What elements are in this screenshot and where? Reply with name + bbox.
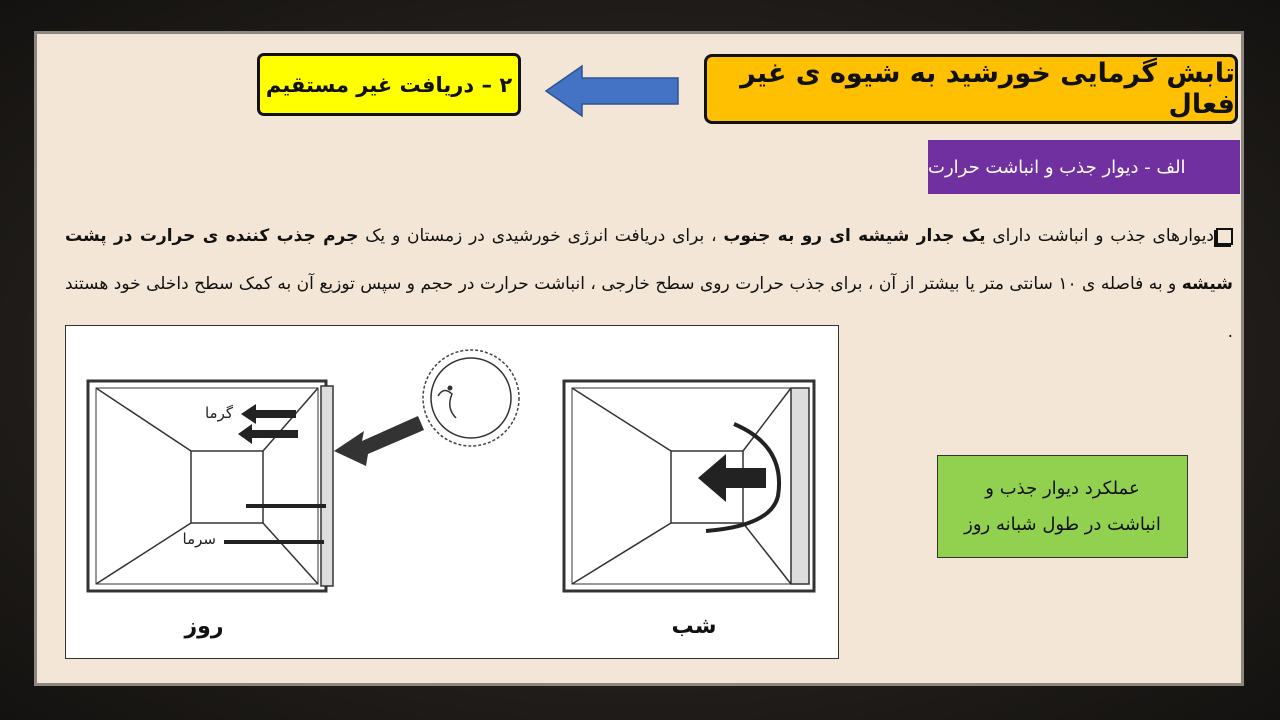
paragraph-part-1: دیوارهای جذب و انباشت دارای [985,226,1214,246]
sun-ray-arrow-icon [334,416,424,466]
day-cold-label: سرما [182,530,216,548]
night-label: شب [671,614,717,639]
main-title [704,54,1238,124]
sub-title-text: ۲ – دریافت غیر مستقیم [265,72,513,97]
left-arrow-icon [542,62,682,120]
caption-box [937,455,1188,558]
sun-icon [423,350,519,446]
sub-title [257,53,521,116]
caption-line-1: عملکرد دیوار جذب و [985,477,1140,499]
night-heat-arrow-icon [698,454,766,502]
paragraph-bold-2: جرم جذب کننده ی حرارت در پشت شیشه [65,226,1233,294]
caption-line-2: انباشت در طول شبانه روز [964,513,1161,535]
checkbox-bullet-icon [1216,228,1233,245]
slide [34,31,1244,686]
night-room [564,381,814,591]
paragraph-part-2: ، برای دریافت انرژی خورشیدی در زمستان و یک [358,226,724,246]
main-title-text: تابش گرمایی خورشید به شیوه ی غیر فعال [740,58,1235,120]
day-heat-label: گرما [204,404,233,422]
section-label-text: الف - دیوار جذب و انباشت حرارت [928,156,1186,178]
trombe-wall-diagram [65,325,839,659]
section-label [928,140,1240,194]
day-label: روز [184,614,224,639]
paragraph-part-3: و به فاصله ی ۱۰ سانتی متر یا بیشتر از آن ، برای جذب حرارت روی سطح خارجی ، انباشت حرارت در حجم و سپس توزیع آن به کمک سطح داخلی خود هستند . [65,274,1233,342]
diagram-illustration [66,326,838,658]
paragraph-bold-1: یک جدار شیشه ای رو به جنوب [723,226,986,246]
